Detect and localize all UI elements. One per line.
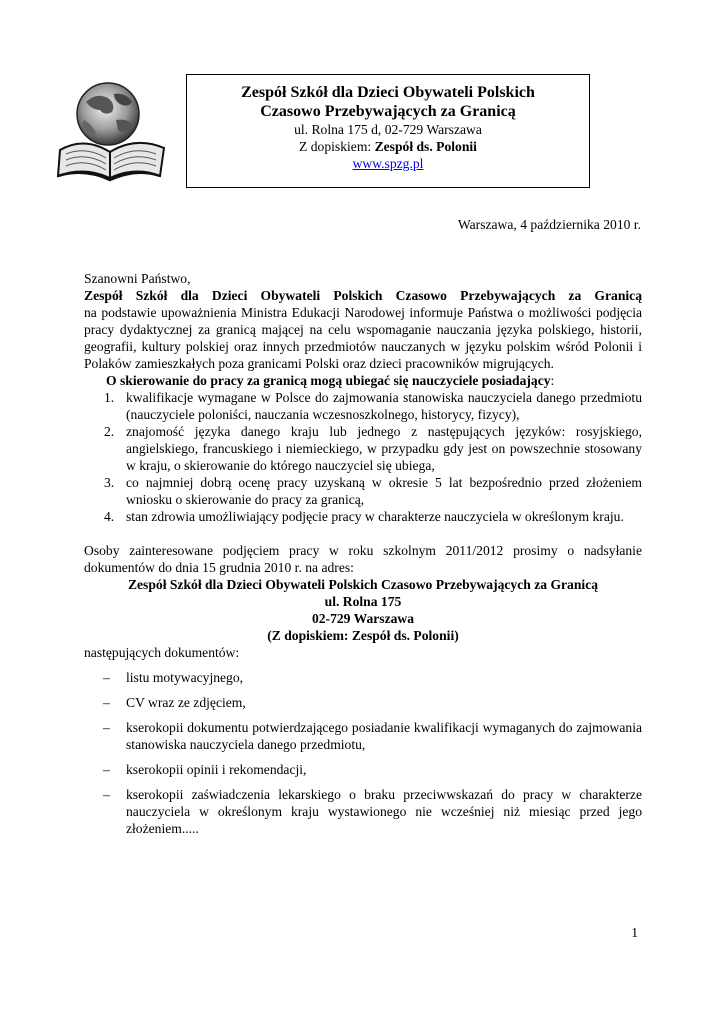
qualifications-heading — [106, 372, 642, 389]
list-item — [84, 669, 642, 686]
qualifications-colon: : — [550, 373, 555, 388]
list-dash: – — [103, 670, 110, 685]
list-number: 2. — [104, 424, 115, 439]
mail-address-line4 — [84, 627, 642, 644]
list-item — [84, 761, 642, 778]
list-dash: – — [103, 695, 110, 710]
request-paragraph: Osoby zainteresowane podjęciem pracy w roku szkolnym 2011/2012 prosimy o nadsyłanie dokumentów do dnia 15 grudnia 2010 r. na adres: — [84, 543, 642, 575]
school-name: Zespół Szkół dla Dzieci Obywateli Polskich Czasowo Przebywających za Granicą — [84, 288, 642, 303]
mail-address-line4-prefix: (Z dopiskiem: — [267, 628, 352, 643]
list-item-text: kserokopii zaświadczenia lekarskiego o braku przeciwwskazań do pracy w charakterze nauczyciela w określonym kraju wystawionego nie wcześniej niż miesiąc przed jego złożeniem..... — [126, 787, 642, 836]
list-item — [84, 694, 642, 711]
list-item — [84, 474, 642, 508]
list-number: 1. — [104, 390, 115, 405]
mail-address-line3: 02-729 Warszawa — [311, 611, 415, 626]
list-item — [84, 786, 642, 837]
greeting: Szanowni Państwo, — [84, 271, 191, 286]
header-note-prefix: Z dopiskiem: — [299, 139, 375, 154]
list-item-text: stan zdrowia umożliwiający podjęcie pracy w charakterze nauczyciela w określonym kraju. — [126, 509, 624, 524]
list-item — [84, 719, 642, 753]
header-note — [187, 138, 589, 155]
qualifications-heading-text: O skierowanie do pracy za granicą mogą ubiegać się nauczyciele posiadający — [106, 373, 551, 388]
school-title-line1: Zespół Szkół dla Dzieci Obywateli Polskich — [241, 84, 535, 101]
documents-intro: następujących dokumentów: — [84, 645, 240, 660]
list-item-text: CV wraz ze zdjęciem, — [126, 695, 246, 710]
header-note-bold: Zespół ds. Polonii — [374, 139, 477, 154]
qualifications-list — [84, 389, 642, 525]
list-number: 4. — [104, 509, 115, 524]
list-dash: – — [103, 762, 110, 777]
letterhead-box — [186, 74, 590, 188]
list-dash: – — [103, 787, 110, 802]
website-link[interactable]: www.spzg.pl — [352, 156, 424, 171]
school-logo — [56, 80, 168, 182]
list-item — [84, 508, 642, 525]
documents-list — [84, 669, 642, 837]
list-item-text: znajomość języka danego kraju lub jednego z następujących języków: rosyjskiego, angielskiego, francuskiego i niemieckiego, w przypadku gdy jest on powszechnie stosowany w kraju, o skierowanie do którego nauczyciel się ubiega, — [126, 424, 642, 473]
school-title-line2: Czasowo Przebywających za Granicą — [260, 103, 516, 120]
list-dash: – — [103, 720, 110, 735]
list-item — [84, 423, 642, 474]
school-address: ul. Rolna 175 d, 02-729 Warszawa — [294, 122, 482, 137]
list-item-text: listu motywacyjnego, — [126, 670, 244, 685]
mail-address-line1: Zespół Szkół dla Dzieci Obywateli Polskich Czasowo Przebywających za Granicą — [127, 577, 599, 592]
list-number: 3. — [104, 475, 115, 490]
intro-paragraph: na podstawie upoważnienia Ministra Edukacji Narodowej informuje Państwa o możliwości podjęcia pracy dydaktycznej za granicą mającej na celu wspomaganie nauczania języka polskiego, historii, geografii, kultury polskiej oraz innych przedmiotów nauczanych w języku polskim wśród Polonii i Polaków zamieszkałych poza granicami Polski oraz dzieci pracowników migrujących. — [84, 305, 642, 371]
letter-body — [84, 270, 642, 837]
mail-address-line4-bold: Zespół ds. Polonii) — [351, 628, 459, 643]
page-number: 1 — [631, 925, 638, 940]
list-item-text: kserokopii dokumentu potwierdzającego posiadanie kwalifikacji wymaganych do zajmowania stanowiska nauczyciela danego przedmiotu, — [126, 720, 642, 752]
mail-address-line2: ul. Rolna 175 — [324, 594, 402, 609]
list-item-text: kwalifikacje wymagane w Polsce do zajmowania stanowiska nauczyciela danego przedmiotu (nauczyciele poloniści, nauczania wczesnoszkolnego, historycy, fizycy), — [126, 390, 642, 422]
list-item-text: co najmniej dobrą ocenę pracy uzyskaną w okresie 5 lat bezpośrednio przed złożeniem wniosku o skierowanie do pracy za granicą, — [126, 475, 642, 507]
list-item-text: kserokopii opinii i rekomendacji, — [126, 762, 307, 777]
list-item — [84, 389, 642, 423]
letter-date: Warszawa, 4 października 2010 r. — [457, 217, 641, 232]
globe-book-icon — [56, 80, 168, 182]
